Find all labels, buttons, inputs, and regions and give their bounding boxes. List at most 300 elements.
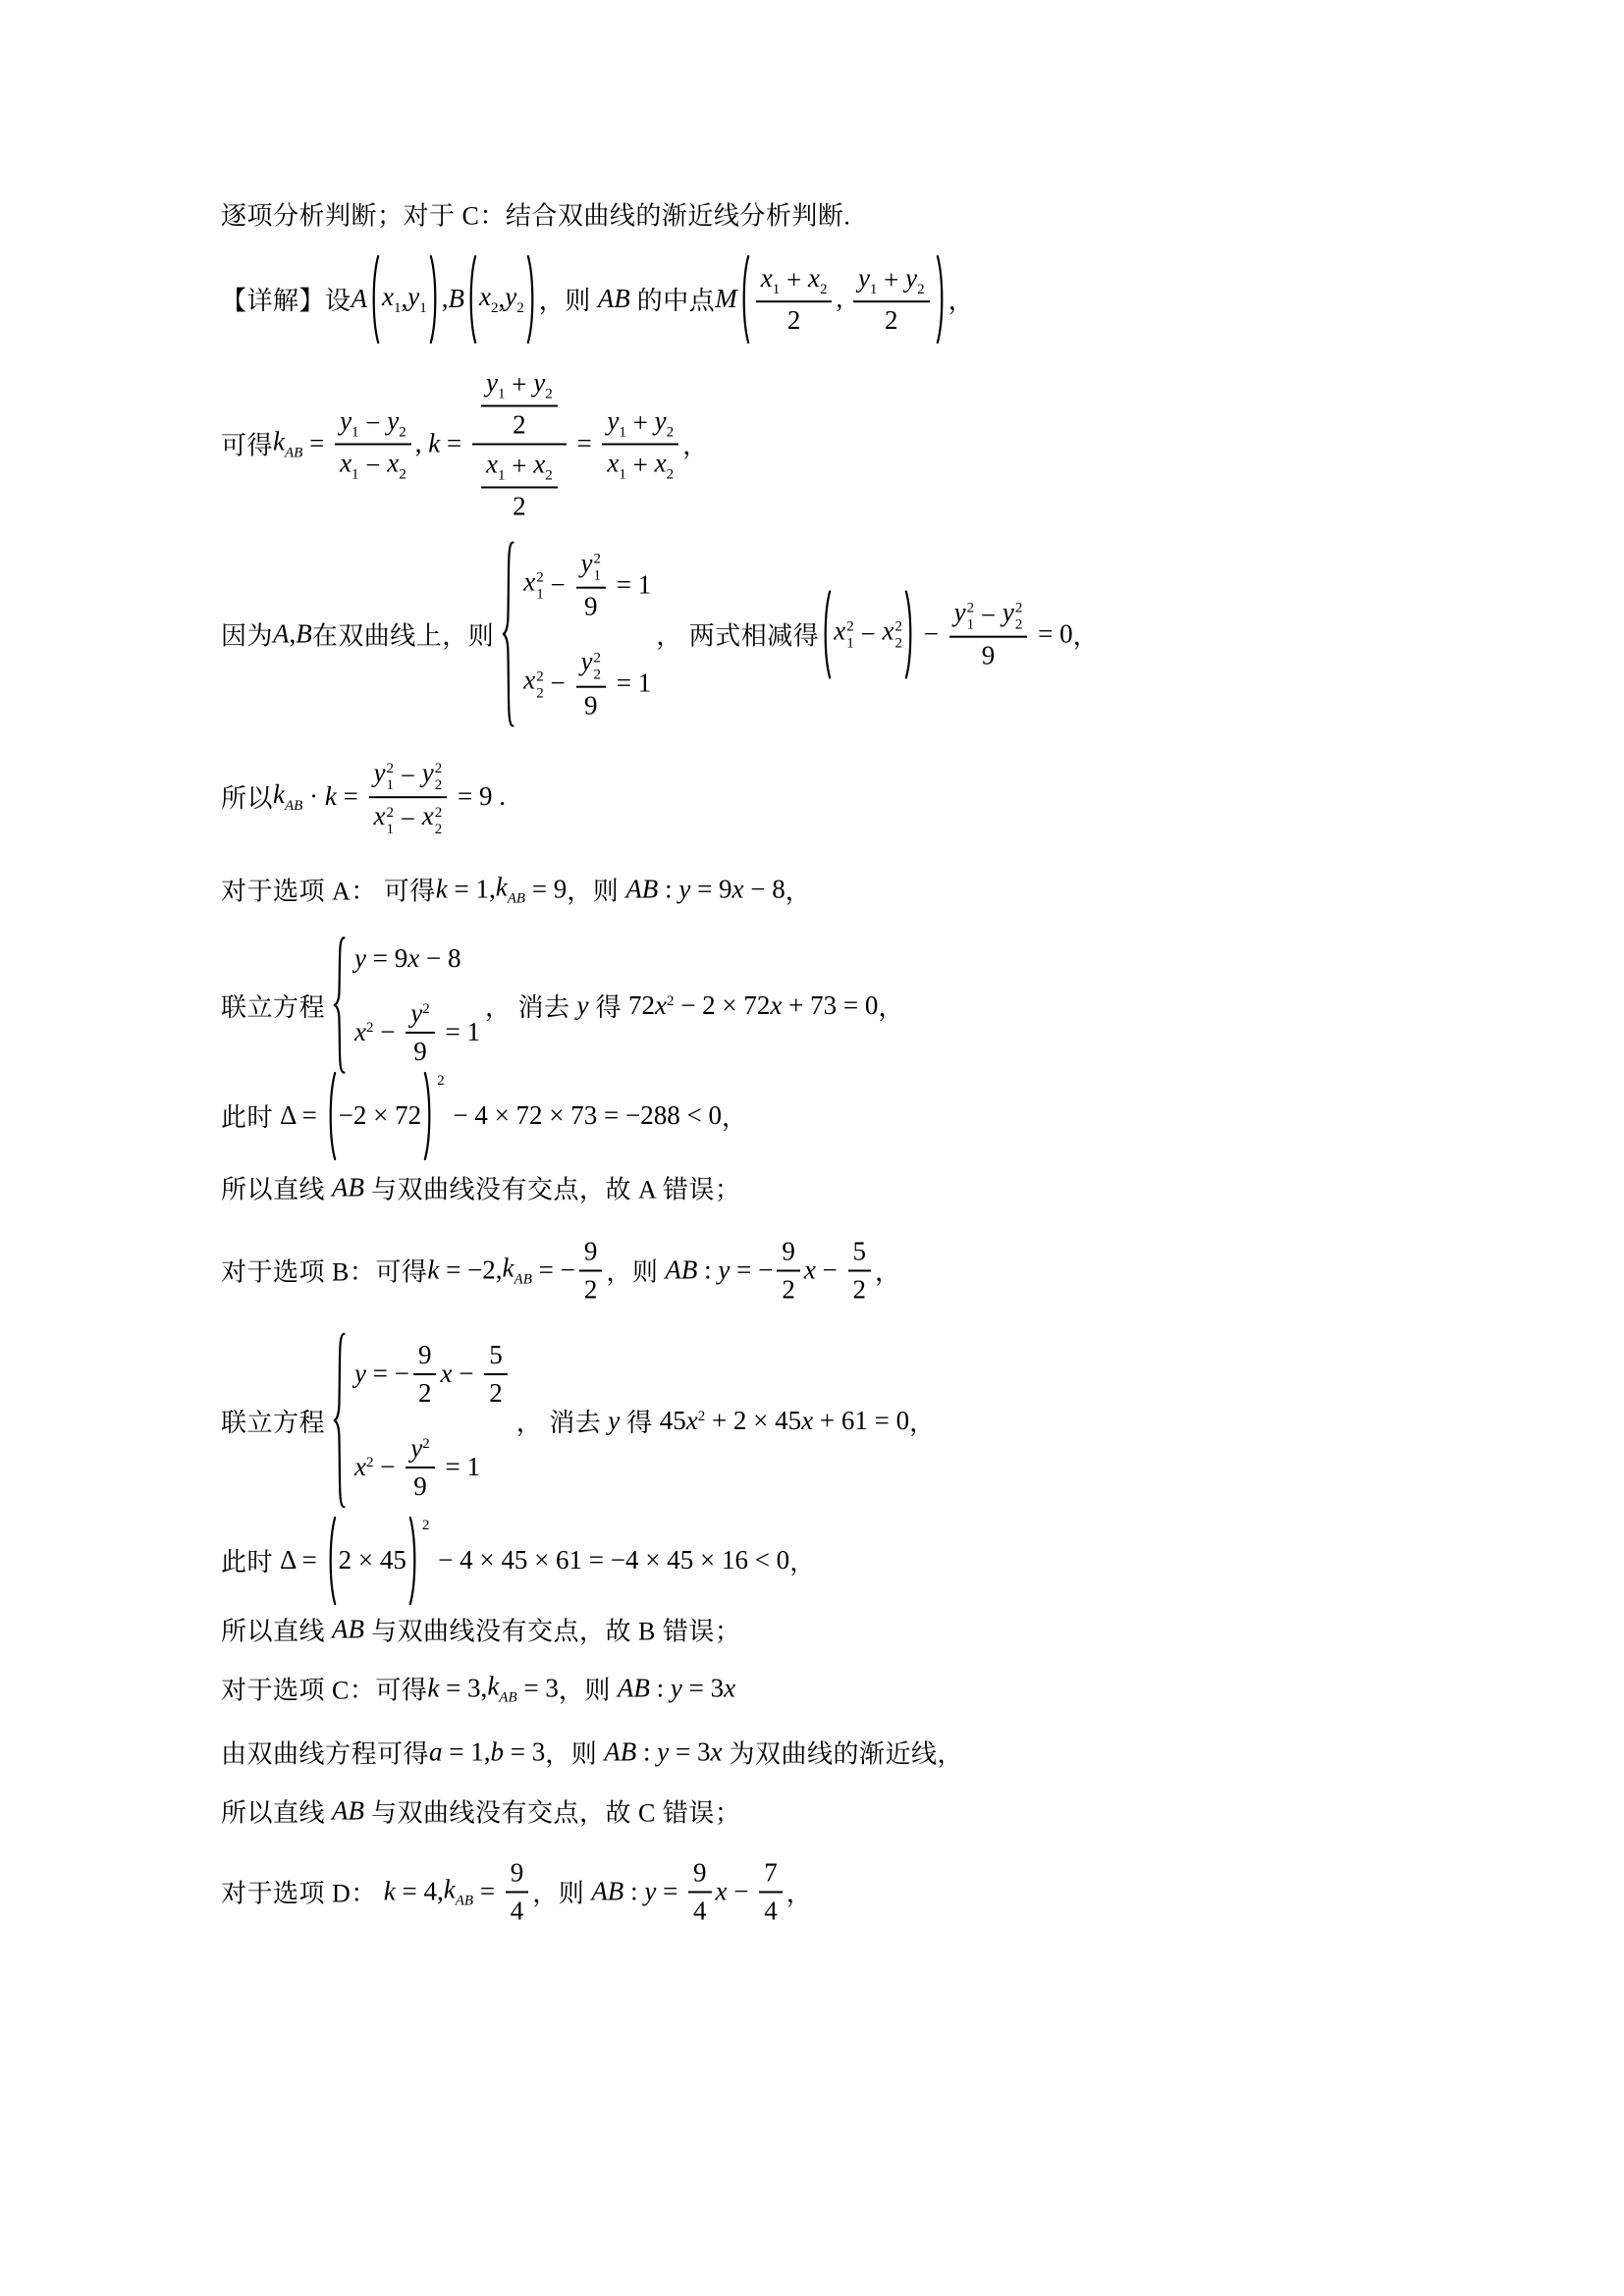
- math-variable: AB: [591, 1876, 624, 1906]
- math-fraction: [756, 263, 833, 337]
- math-roman-run: − 8: [419, 943, 461, 973]
- fraction-denominator: [853, 1272, 867, 1306]
- fraction-numerator: [759, 1857, 783, 1894]
- math-base: y: [580, 647, 593, 676]
- math-variable: x: [710, 1736, 723, 1767]
- math-fraction: [406, 1432, 434, 1502]
- math-base: x: [523, 666, 536, 695]
- math-superscripted: [655, 990, 674, 1021]
- math-superscript: 2: [666, 992, 675, 1009]
- equation-system: [330, 936, 480, 1074]
- option-b-line: [221, 1236, 901, 1306]
- text-run: 所以直线: [221, 1175, 333, 1204]
- fraction-denominator: [513, 407, 526, 441]
- math-roman-run: 9: [413, 1037, 427, 1066]
- fraction-numerator: [335, 405, 411, 446]
- math-roman-run: = 1: [438, 1452, 480, 1481]
- text-run: 在双曲线上，则: [311, 621, 495, 651]
- right-paren-icon: [423, 1071, 434, 1161]
- math-roman-run: ,: [414, 428, 429, 458]
- fraction-numerator: [949, 597, 1028, 638]
- math-roman-run: Δ =: [280, 1100, 324, 1131]
- math-subscripted: [387, 406, 406, 441]
- equation-row: [354, 943, 480, 974]
- math-roman-run: −: [853, 618, 883, 649]
- math-script-stack: [435, 806, 443, 837]
- math-fraction: [848, 1236, 872, 1306]
- math-subscripted: [533, 368, 552, 402]
- fraction-numerator: [406, 1432, 434, 1468]
- math-subscript: 2: [1014, 617, 1023, 634]
- math-roman-run: −: [358, 407, 388, 438]
- text-run: 联立方程: [221, 992, 326, 1022]
- math-roman-run: −: [452, 1359, 481, 1388]
- math-roman-run: 9: [417, 1340, 432, 1369]
- math-base: x: [485, 449, 498, 479]
- math-variable: A: [273, 618, 290, 649]
- paren-group: [739, 254, 947, 345]
- math-subscript: 1: [386, 777, 395, 794]
- math-subscript: AB: [499, 1689, 517, 1706]
- math-roman-run: 9: [693, 1857, 707, 1888]
- math-roman-run: −: [974, 600, 1002, 630]
- math-subscript: 2: [399, 424, 406, 441]
- math-base: x: [882, 615, 894, 646]
- math-superscript: 2: [1014, 601, 1023, 617]
- math-variable: B: [448, 284, 464, 314]
- product-of-slopes-line: [221, 757, 506, 837]
- hyperbola-system-line: [221, 541, 1099, 728]
- text-run: ，: [875, 1257, 901, 1287]
- math-variable: y: [576, 989, 589, 1020]
- math-base: y: [505, 282, 517, 312]
- math-subscript: AB: [455, 1893, 474, 1909]
- math-superscript: 2: [434, 804, 443, 821]
- math-roman-run: =: [473, 1876, 502, 1906]
- fraction-numerator: [369, 757, 448, 798]
- math-roman-run: :: [658, 874, 679, 904]
- math-superscripted: [354, 1452, 373, 1482]
- paren-content: [750, 254, 936, 345]
- math-roman-run: 9: [413, 1471, 427, 1501]
- math-base: y: [953, 597, 966, 627]
- math-superscript: 2: [386, 761, 395, 777]
- fraction-denominator: [477, 446, 562, 522]
- paren-content: [337, 1071, 423, 1161]
- math-subscript: 1: [869, 282, 878, 298]
- math-subscript: 1: [352, 424, 359, 441]
- math-superscript: 2: [894, 619, 902, 636]
- math-script-stack: [846, 620, 854, 652]
- paren-content: [380, 254, 429, 345]
- math-roman-run: = 3,: [439, 1673, 488, 1703]
- math-base: k: [273, 426, 285, 456]
- math-roman-run: =: [336, 781, 365, 812]
- math-subscript: 1: [394, 300, 402, 317]
- math-subscripted: [340, 406, 358, 441]
- math-roman-run: ,: [836, 284, 849, 314]
- fraction-numerator: [413, 1339, 437, 1375]
- math-base: y: [340, 405, 352, 436]
- text-run: 此时: [221, 1103, 281, 1133]
- math-subscript: 2: [536, 685, 544, 702]
- math-subscript: 2: [894, 636, 902, 653]
- fraction-numerator: [472, 366, 567, 446]
- math-base: x: [654, 448, 667, 478]
- math-script-stack: [536, 669, 544, 701]
- fraction-denominator: [374, 799, 443, 837]
- math-base: y: [654, 405, 667, 436]
- math-fraction: [576, 548, 606, 622]
- math-script-stack: [894, 620, 902, 652]
- text-run: ，: [785, 1879, 813, 1908]
- math-roman-run: = 9: [366, 943, 408, 973]
- math-fraction: [853, 263, 930, 337]
- math-base: y: [1001, 597, 1014, 627]
- math-roman-run: −: [543, 569, 572, 600]
- math-fraction: [759, 1857, 783, 1927]
- left-paren-icon: [326, 1516, 337, 1606]
- math-subscript: 2: [666, 466, 675, 483]
- math-roman-run: 2: [583, 1274, 598, 1305]
- math-script-stack: [593, 651, 601, 682]
- fraction-numerator: [481, 449, 558, 489]
- math-roman-run: −: [916, 618, 946, 649]
- math-roman-run: 2: [786, 305, 801, 336]
- math-roman-run: = 3: [681, 1673, 725, 1703]
- math-roman-run: +: [780, 265, 808, 295]
- math-subscripted: [505, 283, 523, 317]
- math-superscript: 2: [437, 1073, 445, 1090]
- math-subscripted: [444, 1875, 473, 1909]
- text-run: ，: [721, 1103, 748, 1133]
- fraction-numerator: [576, 548, 606, 589]
- math-subscript: 2: [545, 386, 553, 402]
- paren-group: [326, 1071, 434, 1161]
- math-variable: k: [383, 1876, 396, 1906]
- math-variable: x: [715, 1876, 728, 1906]
- text-run: 为双曲线的渐近线，: [722, 1739, 963, 1769]
- math-subscripted: [479, 283, 498, 317]
- math-roman-run: :: [697, 1255, 719, 1285]
- math-subscript: 2: [434, 777, 443, 794]
- math-roman-run: 9: [583, 592, 598, 621]
- math-variable: A: [351, 284, 368, 314]
- math-roman-run: :: [636, 1736, 658, 1767]
- math-subscripted: [382, 283, 401, 317]
- math-roman-run: − 2 × 72: [674, 989, 771, 1020]
- text-run: ，则: [545, 1739, 605, 1769]
- math-fraction: [413, 1339, 437, 1409]
- math-superscript: 2: [422, 1001, 430, 1017]
- fraction-denominator: [607, 446, 674, 483]
- math-roman-run: −: [394, 804, 422, 834]
- math-variable: AB: [332, 1795, 365, 1826]
- math-roman-run: −: [394, 760, 422, 790]
- math-subscript: AB: [507, 890, 526, 907]
- math-variable: AB: [332, 1614, 365, 1644]
- math-subscripted: [273, 427, 302, 461]
- math-roman-run: 72: [627, 989, 655, 1020]
- math-subscripted: [655, 406, 674, 441]
- fraction-numerator: [688, 1857, 712, 1894]
- fraction-numerator: [756, 263, 833, 303]
- math-base: y: [387, 405, 400, 436]
- text-run: 对于选项 D：: [221, 1879, 384, 1908]
- math-roman-run: 45: [659, 1405, 686, 1435]
- text-run: ，: [947, 287, 975, 316]
- math-roman-run: = −: [531, 1255, 575, 1285]
- fraction-denominator: [413, 1468, 427, 1502]
- math-sub-superscripted: [834, 616, 853, 652]
- math-subscript: 1: [619, 424, 626, 441]
- math-variable: x: [803, 1255, 816, 1285]
- text-run: 逐项分析判断；对于 C：结合双曲线的渐近线分析判断.: [221, 201, 851, 231]
- math-base: y: [580, 548, 593, 578]
- text-run: 联立方程: [221, 1408, 326, 1437]
- math-variable: y: [678, 874, 691, 904]
- math-variable: k: [435, 874, 448, 904]
- right-paren-icon: [936, 254, 947, 345]
- math-base: x: [340, 448, 352, 478]
- left-paren-icon: [739, 254, 750, 345]
- math-subscripted: [486, 368, 505, 402]
- math-superscript: 2: [422, 1436, 430, 1452]
- text-run: ，: [1072, 621, 1100, 651]
- math-superscript: 2: [593, 552, 601, 567]
- paren-group: [369, 254, 440, 345]
- math-fraction: [777, 1236, 800, 1306]
- paren-content: [337, 1516, 408, 1606]
- text-run: 此时: [221, 1548, 281, 1577]
- math-fraction: [481, 449, 558, 522]
- math-superscripted: [410, 1433, 429, 1464]
- math-subscript: 1: [846, 636, 854, 653]
- math-fraction: [579, 1236, 603, 1306]
- math-base: x: [760, 263, 773, 294]
- math-roman-run: =: [440, 428, 468, 458]
- math-variable: k: [427, 1673, 440, 1703]
- math-script-stack: [593, 553, 601, 584]
- math-base: k: [443, 1874, 456, 1904]
- analysis-intro-line: [221, 196, 850, 233]
- fraction-numerator: [506, 1857, 529, 1894]
- math-variable: k: [324, 781, 337, 812]
- option-c-asymptote-line: [221, 1735, 963, 1771]
- right-paren-icon: [526, 254, 537, 345]
- math-roman-run: ,: [441, 284, 449, 314]
- paren-group: [326, 1516, 419, 1606]
- math-superscript: 2: [536, 570, 544, 586]
- math-superscript: 2: [846, 619, 854, 636]
- math-sub-superscripted: [581, 549, 601, 584]
- text-run: 得: [620, 1408, 660, 1437]
- math-variable: y: [354, 1359, 366, 1388]
- math-roman-run: = 4,: [395, 1876, 444, 1906]
- math-base: x: [421, 801, 434, 831]
- text-run: 因为: [221, 621, 274, 651]
- math-variable: M: [715, 284, 737, 314]
- text-run: 与双曲线没有交点，故 B 错误；: [364, 1617, 741, 1646]
- math-fraction: [369, 757, 448, 837]
- math-sub-superscripted: [882, 616, 901, 652]
- math-fraction: [481, 367, 558, 441]
- text-run: 所以直线: [221, 1617, 333, 1646]
- fraction-numerator: [576, 646, 606, 687]
- math-subscript: 2: [593, 667, 601, 683]
- math-sub-superscripted: [581, 647, 601, 682]
- math-roman-run: = 9 .: [451, 781, 506, 812]
- math-roman-run: ,: [498, 284, 506, 314]
- math-sub-superscripted: [422, 802, 442, 837]
- math-roman-run: +: [877, 265, 906, 295]
- math-subscripted: [387, 449, 406, 483]
- text-run: 所以: [221, 784, 274, 814]
- fraction-denominator: [584, 589, 598, 622]
- math-script-stack: [387, 806, 395, 837]
- text-run: ，: [878, 992, 904, 1022]
- math-base: x: [478, 282, 491, 312]
- math-roman-run: = 3: [504, 1736, 546, 1767]
- math-variable: B: [296, 618, 312, 649]
- math-roman-run: − 4 × 72 × 73 = −288 < 0: [446, 1100, 722, 1131]
- math-variable: b: [490, 1736, 504, 1767]
- math-fraction: [602, 405, 678, 483]
- math-script-stack: [387, 763, 395, 794]
- fraction-numerator: [602, 405, 678, 446]
- left-brace-icon: [330, 936, 347, 1074]
- math-roman-run: 2: [782, 1274, 795, 1305]
- math-base: x: [654, 989, 667, 1020]
- fraction-denominator: [511, 1894, 524, 1927]
- math-script-stack: [536, 571, 544, 603]
- fraction-numerator: [579, 1236, 603, 1272]
- math-base: y: [373, 758, 386, 788]
- math-roman-run: 9: [583, 690, 598, 721]
- option-c-line: [221, 1671, 735, 1707]
- math-subscript: 1: [619, 466, 626, 483]
- math-roman-run: 2: [852, 1274, 867, 1305]
- left-brace-icon: [499, 541, 515, 728]
- math-subscripted: [503, 1254, 532, 1288]
- math-base: x: [523, 566, 536, 597]
- fraction-denominator: [782, 1272, 795, 1306]
- math-subscript: AB: [285, 798, 303, 815]
- math-variable: x: [731, 874, 744, 904]
- left-paren-icon: [466, 254, 477, 345]
- math-roman-run: :: [649, 1673, 671, 1703]
- math-sub-superscripted: [1002, 598, 1022, 633]
- math-variable: k: [428, 428, 441, 458]
- math-fraction: [472, 366, 567, 522]
- math-roman-run: −: [727, 1876, 756, 1906]
- math-subscript: 1: [536, 587, 544, 603]
- math-roman-run: −: [815, 1255, 844, 1285]
- fraction-denominator: [584, 687, 598, 721]
- math-roman-run: = −: [366, 1359, 409, 1388]
- math-base: x: [685, 1405, 698, 1435]
- math-variable: x: [407, 943, 420, 973]
- math-subscripted: [496, 873, 525, 907]
- math-script-stack: [1015, 602, 1023, 633]
- math-superscript: 2: [366, 1020, 374, 1036]
- detail-setup-line: [221, 254, 974, 345]
- equation-row: [523, 646, 651, 721]
- text-run: 与双曲线没有交点，故 C 错误；: [364, 1798, 741, 1828]
- math-base: k: [487, 1671, 500, 1701]
- math-variable: x: [440, 1359, 453, 1388]
- math-roman-run: Δ =: [280, 1545, 324, 1575]
- math-subscript: AB: [285, 445, 303, 461]
- math-base: y: [533, 367, 546, 398]
- fraction-denominator: [340, 446, 406, 483]
- fraction-denominator: [584, 1272, 598, 1306]
- text-run: 对于选项 B：可得: [221, 1257, 428, 1287]
- math-fraction: [406, 997, 434, 1067]
- math-roman-run: 9: [583, 1236, 598, 1266]
- math-roman-run: = 9: [690, 874, 732, 904]
- math-variable: y: [608, 1405, 621, 1435]
- math-variable: x: [801, 1405, 814, 1435]
- math-sub-superscripted: [523, 666, 543, 701]
- math-variable: y: [354, 943, 366, 973]
- math-roman-run: = 1: [609, 667, 652, 698]
- math-roman-run: 2: [417, 1378, 432, 1408]
- option-a-line: [221, 872, 811, 908]
- math-roman-run: −: [373, 1452, 403, 1481]
- left-paren-icon: [821, 589, 832, 679]
- math-subscripted: [858, 264, 877, 298]
- math-roman-run: 9: [981, 641, 996, 671]
- math-roman-run: +: [505, 451, 534, 481]
- option-d-line: [221, 1857, 812, 1927]
- text-run: ，: [909, 1408, 936, 1437]
- paren-group: [466, 254, 537, 345]
- math-base: x: [607, 448, 620, 478]
- math-fraction: [688, 1857, 712, 1927]
- option-b-conclusion-line: [221, 1612, 740, 1648]
- math-subscript: 2: [819, 282, 828, 298]
- fraction-numerator: [484, 1339, 508, 1375]
- fraction-numerator: [406, 997, 434, 1034]
- math-base: y: [407, 282, 420, 312]
- math-base: y: [485, 367, 498, 398]
- math-base: x: [807, 263, 820, 294]
- math-subscript: 1: [497, 467, 506, 484]
- math-subscript: 1: [772, 282, 781, 298]
- math-subscript: 2: [434, 821, 443, 837]
- equation-system: [499, 541, 651, 728]
- math-roman-run: :: [623, 1876, 645, 1906]
- right-paren-icon: [429, 254, 440, 345]
- equation-system-rows: [354, 936, 480, 1074]
- math-base: x: [373, 801, 386, 831]
- math-roman-run: 5: [852, 1236, 867, 1266]
- math-subscript: 2: [516, 300, 524, 317]
- math-roman-run: −: [543, 667, 572, 698]
- text-run: 【详解】设: [221, 287, 352, 316]
- math-roman-run: = −2,: [439, 1255, 503, 1285]
- left-paren-icon: [326, 1071, 337, 1161]
- math-base: k: [502, 1253, 514, 1283]
- math-roman-run: 5: [489, 1340, 503, 1369]
- math-subscripted: [905, 264, 924, 298]
- option-b-discriminant-line: [221, 1516, 816, 1606]
- math-roman-run: = 3: [669, 1736, 711, 1767]
- math-fraction: [506, 1857, 529, 1927]
- math-roman-run: =: [569, 428, 599, 458]
- text-run: 得: [588, 992, 628, 1022]
